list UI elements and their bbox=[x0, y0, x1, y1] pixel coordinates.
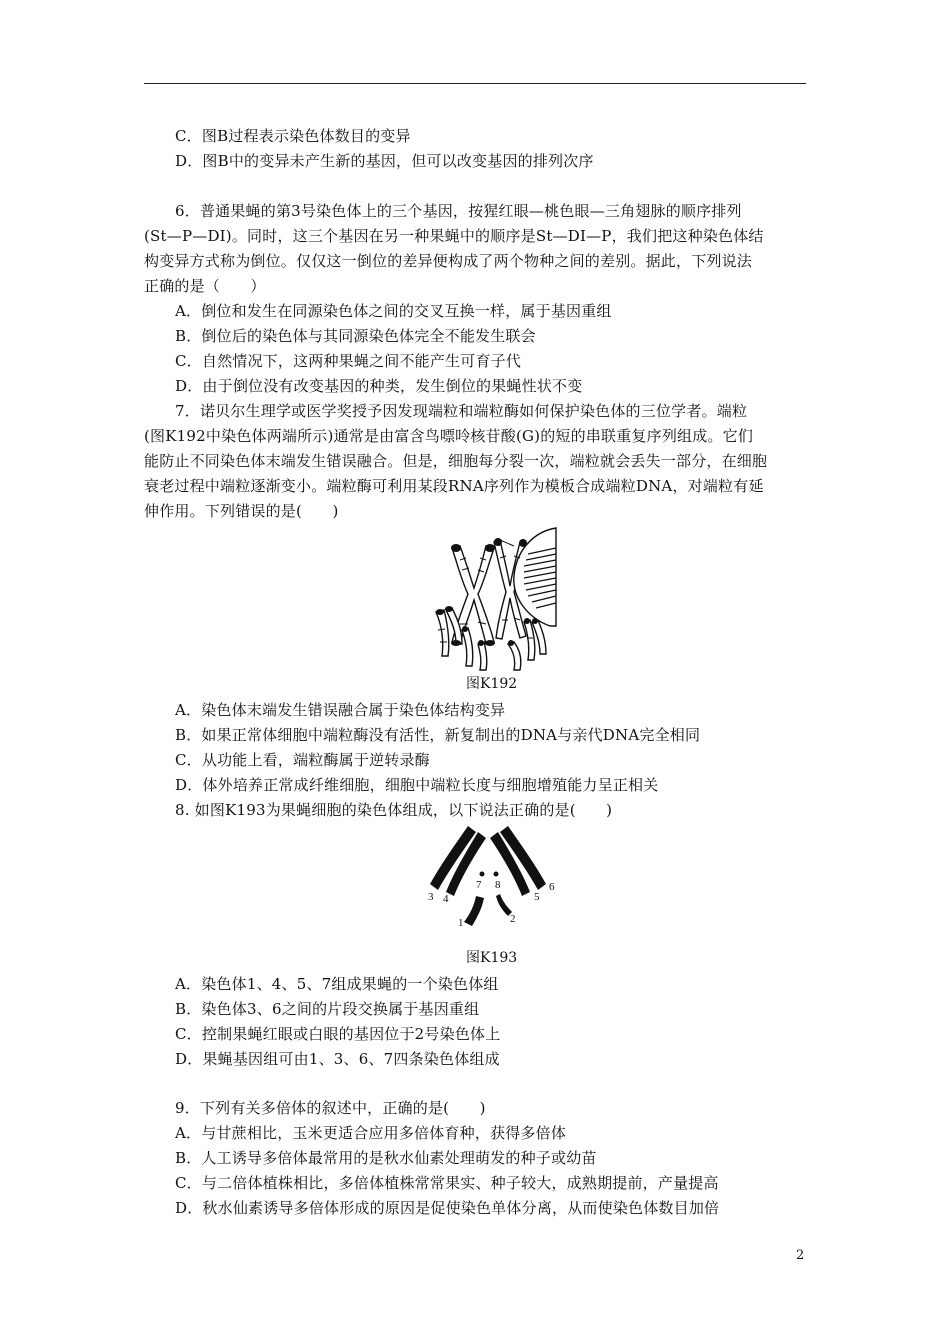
q7-option-a: A．染色体末端发生错误融合属于染色体结构变异 bbox=[175, 701, 506, 719]
q8-option-d: D．果蝇基因组可由1、3、6、7四条染色体组成 bbox=[175, 1050, 500, 1068]
figure-k193-caption: 图K193 bbox=[466, 950, 518, 966]
q7-stem-line-5: 伸作用。下列错误的是( ) bbox=[144, 502, 339, 520]
q6-stem-line-4: 正确的是（ ） bbox=[144, 277, 266, 295]
q6-stem-line-1: 6．普通果蝇的第3号染色体上的三个基因，按猩红眼—桃色眼—三角翅脉的顺序排列 bbox=[175, 202, 742, 220]
q8-option-c: C．控制果蝇红眼或白眼的基因位于2号染色体上 bbox=[175, 1025, 501, 1043]
q7-option-b: B．如果正常体细胞中端粒酶没有活性，新复制出的DNA与亲代DNA完全相同 bbox=[175, 726, 701, 744]
q6-option-c: C．自然情况下，这两种果蝇之间不能产生可育子代 bbox=[175, 352, 522, 370]
q9-option-d: D．秋水仙素诱导多倍体形成的原因是促使染色单体分离，从而使染色体数目加倍 bbox=[175, 1199, 720, 1217]
q7-option-c: C．从功能上看，端粒酶属于逆转录酶 bbox=[175, 751, 430, 769]
q7-stem-line-2: (图K192中染色体两端所示)通常是由富含鸟嘌呤核苷酸(G)的短的串联重复序列组成。它们 bbox=[144, 427, 754, 445]
prev-option-c: C．图B过程表示染色体数目的变异 bbox=[175, 127, 411, 145]
header-rule bbox=[144, 83, 806, 84]
figure-k193-label-6: 6 bbox=[549, 881, 555, 893]
figure-k193-label-2: 2 bbox=[510, 913, 516, 925]
figure-k193-label-7: 7 bbox=[476, 879, 482, 891]
q6-stem-line-2: (St—P—DI)。同时，这三个基因在另一种果蝇中的顺序是St—DI—P，我们把这种染色体结 bbox=[144, 227, 764, 245]
figure-k192-chromosomes bbox=[432, 526, 560, 672]
figure-k193-label-3: 3 bbox=[428, 891, 434, 903]
q6-option-d: D．由于倒位没有改变基因的种类，发生倒位的果蝇性状不变 bbox=[175, 377, 583, 395]
q9-option-a: A．与甘蔗相比，玉米更适合应用多倍体育种，获得多倍体 bbox=[175, 1124, 567, 1142]
figure-k193-label-4: 4 bbox=[443, 893, 449, 905]
figure-k193-label-1: 1 bbox=[458, 917, 464, 929]
figure-k192-caption: 图K192 bbox=[466, 676, 518, 692]
q7-stem-line-3: 能防止不同染色体末端发生错误融合。但是，细胞每分裂一次，端粒就会丢失一部分，在细胞 bbox=[144, 452, 768, 470]
q7-option-d: D．体外培养正常成纤维细胞，细胞中端粒长度与细胞增殖能力呈正相关 bbox=[175, 776, 659, 794]
prev-option-d: D．图B中的变异未产生新的基因，但可以改变基因的排列次序 bbox=[175, 152, 594, 170]
page-number: 2 bbox=[796, 1248, 805, 1263]
figure-k193-label-8: 8 bbox=[495, 879, 501, 891]
q8-stem: 8. 如图K193为果蝇细胞的染色体组成，以下说法正确的是( ) bbox=[175, 801, 613, 819]
q9-option-b: B．人工诱导多倍体最常用的是秋水仙素处理萌发的种子或幼苗 bbox=[175, 1149, 597, 1167]
q6-stem-line-3: 构变异方式称为倒位。仅仅这一倒位的差异便构成了两个物种之间的差别。据此，下列说法 bbox=[144, 252, 753, 270]
q8-option-a: A．染色体1、4、5、7组成果蝇的一个染色体组 bbox=[175, 975, 499, 993]
figure-k193-label-5: 5 bbox=[534, 891, 540, 903]
q6-option-a: A．倒位和发生在同源染色体之间的交叉互换一样，属于基因重组 bbox=[175, 302, 612, 320]
q9-stem: 9．下列有关多倍体的叙述中，正确的是( ) bbox=[175, 1099, 486, 1117]
q7-stem-line-1: 7．诺贝尔生理学或医学奖授予因发现端粒和端粒酶如何保护染色体的三位学者。端粒 bbox=[175, 402, 748, 420]
figure-k193-karyotype bbox=[424, 822, 560, 930]
q6-option-b: B．倒位后的染色体与其同源染色体完全不能发生联会 bbox=[175, 327, 536, 345]
q7-stem-line-4: 衰老过程中端粒逐渐变小。端粒酶可利用某段RNA序列作为模板合成端粒DNA，对端粒有延 bbox=[144, 477, 764, 495]
q9-option-c: C．与二倍体植株相比，多倍体植株常常果实、种子较大，成熟期提前，产量提高 bbox=[175, 1174, 719, 1192]
q8-option-b: B．染色体3、6之间的片段交换属于基因重组 bbox=[175, 1000, 480, 1018]
